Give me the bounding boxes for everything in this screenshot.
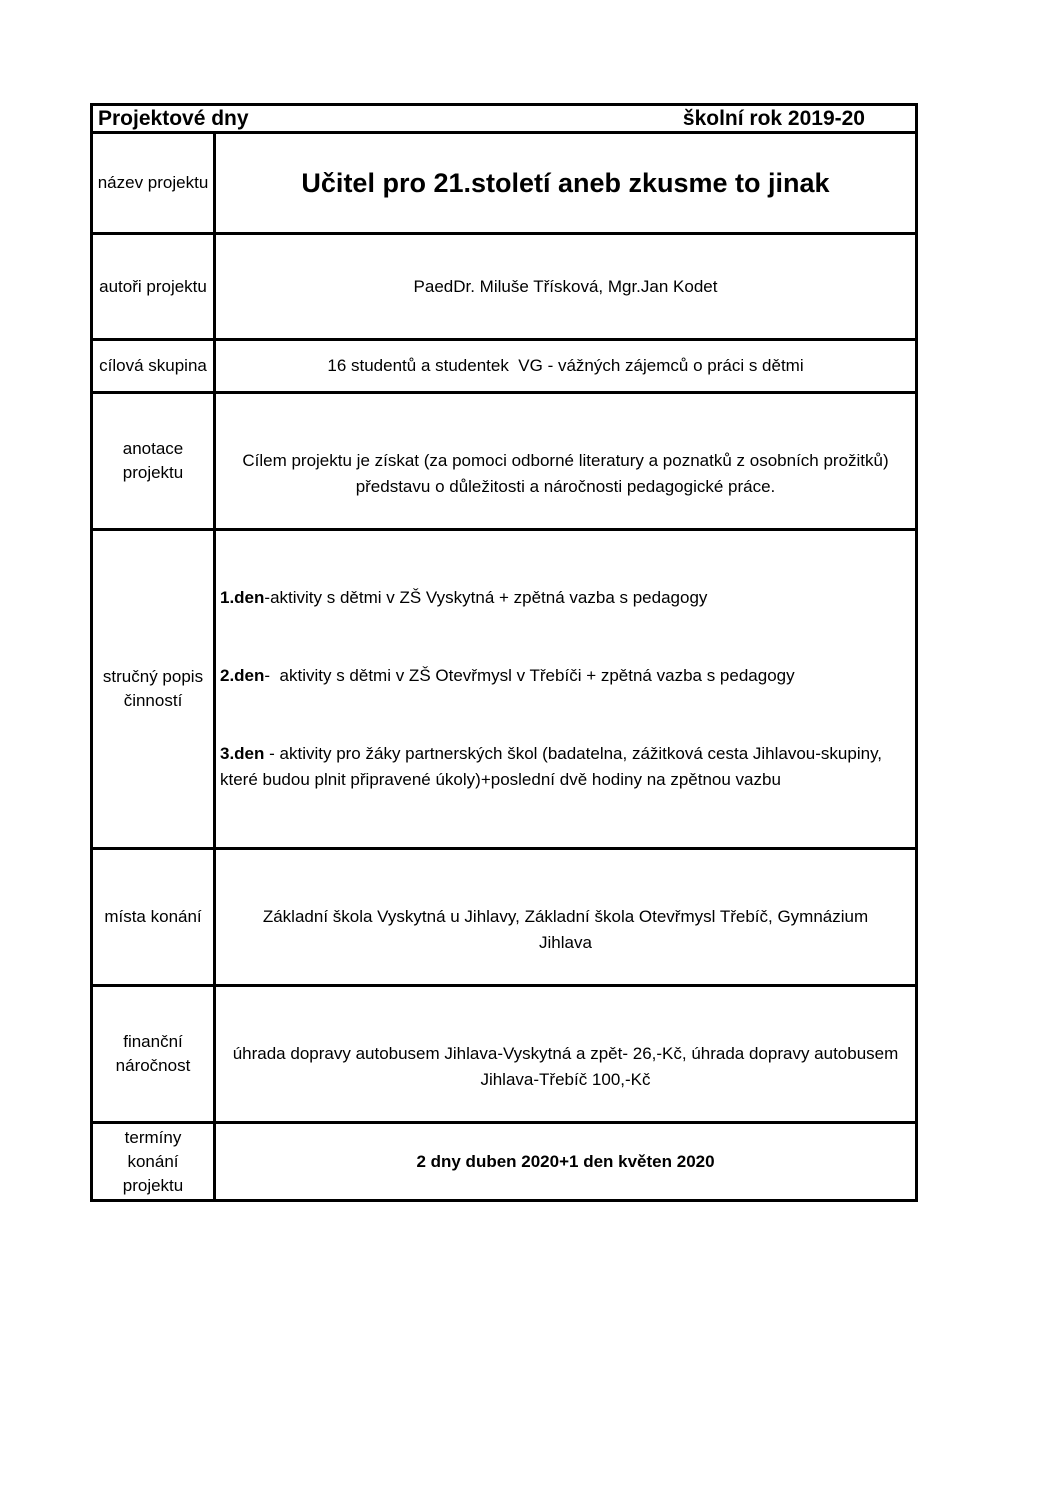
- label-financni-narocnost: finanční náročnost: [92, 986, 215, 1123]
- value-financni-narocnost: [215, 986, 917, 1123]
- popis-day-3-text: - aktivity pro žáky partnerských škol (badatelna, zážitková cesta Jihlavou-skupiny, které budou plnit připravené úkoly)+poslední dvě hodiny na zpětnou vazbu: [220, 744, 887, 790]
- row-nazev-projektu: [92, 133, 917, 234]
- financni-text: úhrada dopravy autobusem Jihlava-Vyskytná a zpět- 26,-Kč, úhrada dopravy autobusem Jihlava-Třebíč 100,-Kč: [232, 1044, 904, 1090]
- label-cilova-skupina: cílová skupina: [92, 340, 215, 393]
- label-terminy-konani: termíny konání projektu: [92, 1123, 215, 1201]
- anotace-text: Cílem projektu je získat (za pomoci odborné literatury a poznatků z osobních prožitků) představu o důležitosti a náročnosti pedagogické práce.: [242, 451, 894, 497]
- row-mista-konani: [92, 849, 917, 986]
- row-strucny-popis: [92, 530, 917, 849]
- label-mista-konani: místa konání: [92, 849, 215, 986]
- label-nazev-projektu: název projektu: [92, 133, 215, 234]
- row-autori-projektu: [92, 234, 917, 340]
- mista-text: Základní škola Vyskytná u Jihlavy, Základní škola Otevřmysl Třebíč, Gymnázium Jihlava: [262, 907, 873, 953]
- label-autori-projektu: autoři projektu: [92, 234, 215, 340]
- label-anotace-projektu: anotace projektu: [92, 393, 215, 530]
- value-autori-projektu: PaedDr. Miluše Třísková, Mgr.Jan Kodet: [215, 234, 917, 340]
- header-school-year: školní rok 2019-20: [682, 107, 865, 130]
- header-title: Projektové dny: [98, 107, 249, 130]
- value-mista-konani: [215, 849, 917, 986]
- header-cell: [92, 105, 917, 133]
- value-cilova-skupina: 16 studentů a studentek VG - vážných zájemců o práci s dětmi: [215, 340, 917, 393]
- popis-day-1-text: -aktivity s dětmi v ZŠ Vyskytná + zpětná vazba s pedagogy: [264, 588, 708, 608]
- popis-day-1: [220, 585, 911, 611]
- row-financni-narocnost: [92, 986, 917, 1123]
- value-terminy-konani: 2 dny duben 2020+1 den květen 2020: [215, 1123, 917, 1201]
- popis-day-2-label: 2.den: [220, 666, 265, 686]
- popis-day-1-label: 1.den: [220, 588, 265, 608]
- popis-day-2-text: - aktivity s dětmi v ZŠ Otevřmysl v Třebíči + zpětná vazba s pedagogy: [264, 666, 795, 686]
- label-strucny-popis: stručný popis činností: [92, 530, 215, 849]
- row-terminy-konani: [92, 1123, 917, 1201]
- popis-day-3: [220, 741, 911, 793]
- value-strucny-popis: [215, 530, 917, 849]
- value-nazev-projektu: Učitel pro 21.století aneb zkusme to jinak: [215, 133, 917, 234]
- row-anotace-projektu: [92, 393, 917, 530]
- popis-day-2: [220, 663, 911, 689]
- value-anotace-projektu: [215, 393, 917, 530]
- project-table: [90, 103, 918, 1202]
- row-cilova-skupina: [92, 340, 917, 393]
- popis-day-3-label: 3.den: [220, 744, 265, 764]
- table-header-row: [92, 105, 917, 133]
